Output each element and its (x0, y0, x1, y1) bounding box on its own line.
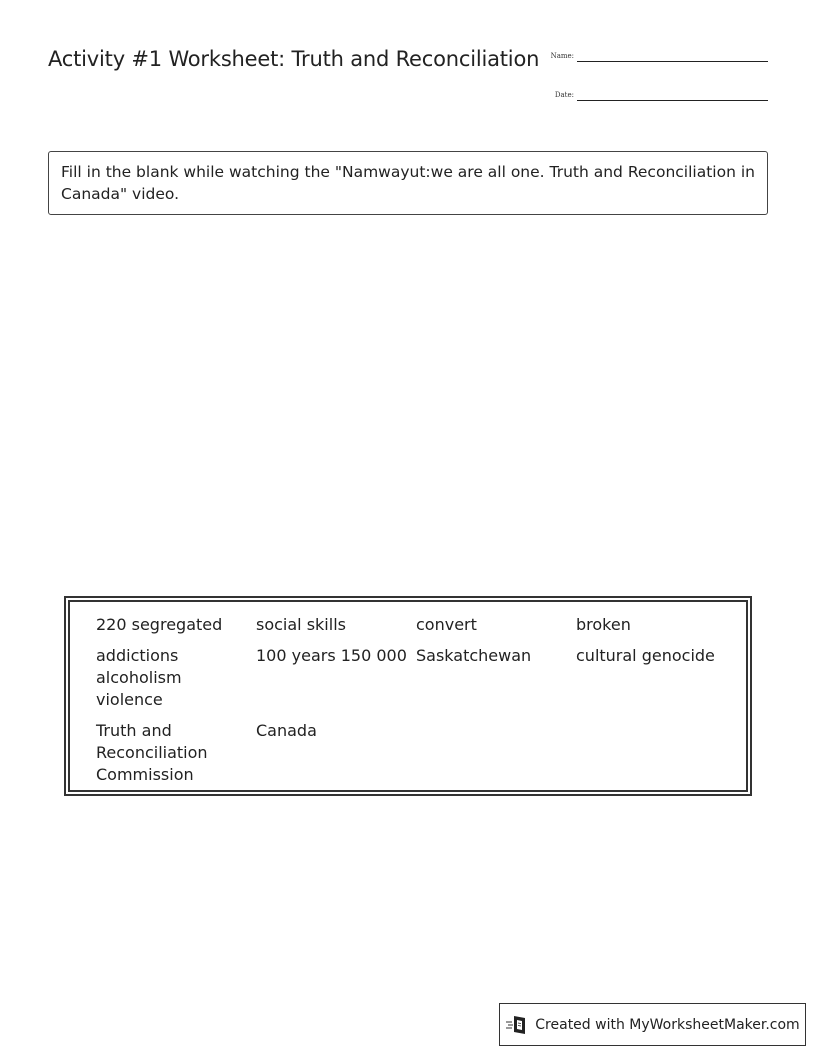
date-line[interactable] (577, 100, 768, 101)
word-bank-item: Truth and Reconciliation Commission (96, 721, 208, 784)
footer-credit-text[interactable]: Created with MyWorksheetMaker.com (535, 1016, 800, 1033)
instructions-box (48, 151, 768, 215)
word-bank-item: cultural genocide (576, 646, 715, 665)
word-bank-grid (68, 600, 748, 792)
worksheet-title: Activity #1 Worksheet: Truth and Reconciliation (48, 47, 540, 71)
name-field[interactable] (540, 46, 768, 62)
word-bank-box (64, 596, 752, 796)
instructions-text: Fill in the blank while watching the "Namwayut:we are all one. Truth and Reconciliation in Canada" video. (61, 163, 755, 203)
name-line[interactable] (577, 61, 768, 62)
word-bank-item: Canada (256, 721, 317, 740)
word-bank-item: broken (576, 615, 631, 634)
word-bank-item: 100 years 150 000 (256, 646, 407, 665)
footer-credit-badge[interactable] (499, 1003, 806, 1046)
worksheet-maker-logo-icon (505, 1014, 529, 1036)
word-bank-item: convert (416, 615, 477, 634)
word-bank-item: Saskatchewan (416, 646, 532, 665)
name-label: Name: (550, 52, 574, 60)
date-label: Date: (554, 91, 574, 99)
word-bank-item: social skills (256, 615, 346, 634)
word-bank-item: 220 segregated (96, 615, 223, 634)
date-field[interactable] (540, 85, 768, 101)
word-bank-item: addictions alcoholism violence (96, 646, 182, 709)
